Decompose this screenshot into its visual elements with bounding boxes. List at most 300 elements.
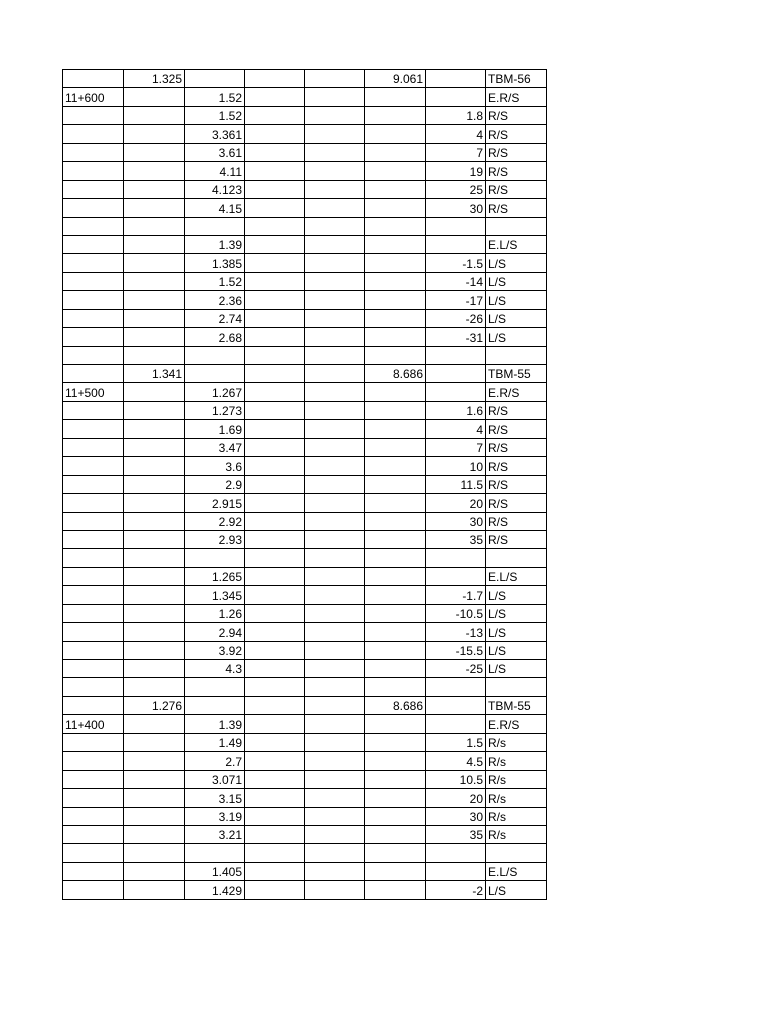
table-cell xyxy=(305,494,365,512)
table-cell xyxy=(124,143,185,161)
table-cell xyxy=(305,789,365,807)
table-cell xyxy=(245,549,305,567)
table-cell xyxy=(365,733,426,751)
table-cell xyxy=(426,383,486,401)
table-row xyxy=(63,328,547,346)
table-row xyxy=(63,438,547,456)
table-cell: TBM-55 xyxy=(486,696,547,714)
table-cell xyxy=(365,125,426,143)
table-cell xyxy=(365,401,426,419)
table-row xyxy=(63,420,547,438)
table-cell xyxy=(305,733,365,751)
table-cell: L/S xyxy=(486,881,547,899)
table-cell xyxy=(245,733,305,751)
table-cell xyxy=(245,180,305,198)
table-cell: 2.92 xyxy=(185,512,245,530)
table-cell: L/S xyxy=(486,604,547,622)
table-cell xyxy=(63,512,124,530)
table-cell: 10.5 xyxy=(426,770,486,788)
table-cell xyxy=(245,106,305,124)
table-cell xyxy=(426,678,486,696)
table-row xyxy=(63,143,547,161)
table-row xyxy=(63,844,547,862)
table-cell: -10.5 xyxy=(426,604,486,622)
table-cell: 20 xyxy=(426,494,486,512)
table-cell xyxy=(124,383,185,401)
table-cell xyxy=(63,365,124,383)
table-cell xyxy=(365,604,426,622)
table-cell xyxy=(124,272,185,290)
table-row xyxy=(63,309,547,327)
table-row xyxy=(63,125,547,143)
table-cell xyxy=(305,567,365,585)
table-cell xyxy=(245,70,305,88)
table-cell: 1.385 xyxy=(185,254,245,272)
table-cell xyxy=(63,438,124,456)
table-cell: -31 xyxy=(426,328,486,346)
table-cell xyxy=(124,180,185,198)
table-cell xyxy=(365,420,426,438)
table-cell xyxy=(245,752,305,770)
table-cell xyxy=(124,807,185,825)
table-cell xyxy=(245,604,305,622)
table-cell xyxy=(245,309,305,327)
table-cell xyxy=(245,789,305,807)
table-cell: 3.6 xyxy=(185,457,245,475)
table-row xyxy=(63,457,547,475)
table-cell xyxy=(426,88,486,106)
table-cell xyxy=(305,457,365,475)
table-cell xyxy=(245,881,305,899)
table-cell xyxy=(365,162,426,180)
table-cell xyxy=(365,881,426,899)
table-cell xyxy=(426,862,486,880)
table-cell xyxy=(63,807,124,825)
table-cell xyxy=(124,733,185,751)
table-cell xyxy=(245,143,305,161)
table-row xyxy=(63,365,547,383)
table-cell xyxy=(245,530,305,548)
table-cell xyxy=(124,678,185,696)
table-cell xyxy=(365,235,426,253)
table-row xyxy=(63,88,547,106)
table-cell xyxy=(365,623,426,641)
table-cell xyxy=(245,844,305,862)
table-cell: 3.071 xyxy=(185,770,245,788)
table-row xyxy=(63,549,547,567)
table-cell xyxy=(365,199,426,217)
table-row xyxy=(63,383,547,401)
table-cell: R/S xyxy=(486,475,547,493)
table-cell: TBM-56 xyxy=(486,70,547,88)
table-cell xyxy=(63,678,124,696)
table-cell: 3.47 xyxy=(185,438,245,456)
table-row xyxy=(63,346,547,364)
table-cell xyxy=(426,696,486,714)
table-cell xyxy=(63,825,124,843)
table-cell xyxy=(245,475,305,493)
table-cell xyxy=(365,494,426,512)
table-cell xyxy=(63,475,124,493)
table-cell: L/S xyxy=(486,254,547,272)
table-cell: L/S xyxy=(486,660,547,678)
table-row xyxy=(63,106,547,124)
table-cell: L/S xyxy=(486,272,547,290)
table-cell xyxy=(63,235,124,253)
table-cell: 4.123 xyxy=(185,180,245,198)
table-cell xyxy=(63,586,124,604)
table-cell xyxy=(63,328,124,346)
table-cell xyxy=(486,844,547,862)
table-cell xyxy=(63,125,124,143)
table-cell xyxy=(365,346,426,364)
table-cell xyxy=(124,549,185,567)
table-cell: -25 xyxy=(426,660,486,678)
table-cell xyxy=(305,715,365,733)
table-cell xyxy=(365,641,426,659)
table-cell: L/S xyxy=(486,309,547,327)
table-row xyxy=(63,862,547,880)
table-cell: R/S xyxy=(486,438,547,456)
table-cell: R/s xyxy=(486,770,547,788)
table-cell xyxy=(124,494,185,512)
table-cell: 35 xyxy=(426,825,486,843)
table-cell xyxy=(245,420,305,438)
table-cell xyxy=(63,733,124,751)
table-cell xyxy=(185,678,245,696)
table-cell xyxy=(185,844,245,862)
table-cell xyxy=(486,678,547,696)
table-cell: 7 xyxy=(426,143,486,161)
table-cell: 1.6 xyxy=(426,401,486,419)
table-cell xyxy=(63,567,124,585)
table-cell xyxy=(63,770,124,788)
table-cell xyxy=(365,770,426,788)
table-cell xyxy=(124,623,185,641)
table-cell xyxy=(124,567,185,585)
table-cell xyxy=(63,199,124,217)
table-cell: 1.52 xyxy=(185,88,245,106)
table-cell xyxy=(124,789,185,807)
table-cell: 4 xyxy=(426,420,486,438)
table-cell xyxy=(245,678,305,696)
table-cell xyxy=(124,641,185,659)
table-row xyxy=(63,881,547,899)
table-cell: 8.686 xyxy=(365,696,426,714)
table-cell xyxy=(305,346,365,364)
table-row xyxy=(63,272,547,290)
table-cell xyxy=(245,586,305,604)
table-cell xyxy=(245,862,305,880)
table-cell xyxy=(245,235,305,253)
table-cell: L/S xyxy=(486,641,547,659)
table-cell xyxy=(63,217,124,235)
table-cell xyxy=(365,530,426,548)
table-cell xyxy=(245,807,305,825)
table-cell xyxy=(305,254,365,272)
table-cell xyxy=(63,401,124,419)
table-cell xyxy=(305,217,365,235)
table-cell xyxy=(365,328,426,346)
table-cell xyxy=(124,254,185,272)
table-cell: 2.93 xyxy=(185,530,245,548)
table-cell xyxy=(365,715,426,733)
table-cell xyxy=(245,346,305,364)
table-cell xyxy=(63,530,124,548)
table-cell xyxy=(124,660,185,678)
table-cell xyxy=(365,549,426,567)
table-row xyxy=(63,475,547,493)
table-cell xyxy=(124,438,185,456)
table-cell xyxy=(365,457,426,475)
table-cell: 11+400 xyxy=(63,715,124,733)
table-cell xyxy=(63,696,124,714)
table-cell xyxy=(305,88,365,106)
table-cell xyxy=(63,881,124,899)
table-cell xyxy=(305,586,365,604)
table-row xyxy=(63,789,547,807)
table-cell xyxy=(365,438,426,456)
table-cell: 9.061 xyxy=(365,70,426,88)
table-cell xyxy=(124,162,185,180)
table-cell: 4.11 xyxy=(185,162,245,180)
table-cell xyxy=(63,162,124,180)
table-cell xyxy=(426,715,486,733)
table-row xyxy=(63,199,547,217)
table-cell xyxy=(245,715,305,733)
table-row xyxy=(63,494,547,512)
table-cell xyxy=(63,604,124,622)
table-cell xyxy=(124,586,185,604)
table-cell: R/s xyxy=(486,733,547,751)
table-row xyxy=(63,567,547,585)
table-cell: E.L/S xyxy=(486,235,547,253)
table-cell xyxy=(365,789,426,807)
table-cell xyxy=(124,106,185,124)
table-cell xyxy=(365,512,426,530)
table-cell xyxy=(426,235,486,253)
table-cell: 1.5 xyxy=(426,733,486,751)
table-cell: R/S xyxy=(486,180,547,198)
table-cell xyxy=(245,254,305,272)
table-cell: L/S xyxy=(486,623,547,641)
table-cell xyxy=(63,180,124,198)
table-cell: 2.7 xyxy=(185,752,245,770)
table-cell: 2.915 xyxy=(185,494,245,512)
table-cell: TBM-55 xyxy=(486,365,547,383)
table-cell: 2.36 xyxy=(185,291,245,309)
table-cell: 3.61 xyxy=(185,143,245,161)
table-cell xyxy=(305,604,365,622)
table-cell xyxy=(63,254,124,272)
table-cell: 30 xyxy=(426,512,486,530)
table-row xyxy=(63,254,547,272)
table-cell xyxy=(305,844,365,862)
table-cell xyxy=(124,309,185,327)
table-cell xyxy=(124,401,185,419)
table-cell xyxy=(305,881,365,899)
table-cell xyxy=(365,825,426,843)
table-cell xyxy=(305,660,365,678)
table-cell: R/s xyxy=(486,789,547,807)
table-cell xyxy=(245,328,305,346)
table-cell: -14 xyxy=(426,272,486,290)
level-book-table-body xyxy=(63,70,547,900)
table-cell xyxy=(365,862,426,880)
table-cell: 3.92 xyxy=(185,641,245,659)
table-row xyxy=(63,70,547,88)
table-cell xyxy=(365,309,426,327)
table-cell: R/s xyxy=(486,807,547,825)
table-cell: E.R/S xyxy=(486,715,547,733)
table-cell: -13 xyxy=(426,623,486,641)
table-cell xyxy=(63,641,124,659)
table-cell xyxy=(365,475,426,493)
table-cell: 2.9 xyxy=(185,475,245,493)
table-cell xyxy=(426,346,486,364)
table-row xyxy=(63,401,547,419)
table-cell xyxy=(185,549,245,567)
table-cell xyxy=(245,438,305,456)
table-cell xyxy=(124,125,185,143)
table-cell xyxy=(63,660,124,678)
table-cell xyxy=(365,88,426,106)
table-cell xyxy=(426,70,486,88)
table-cell: 1.39 xyxy=(185,715,245,733)
table-row xyxy=(63,807,547,825)
table-cell: 30 xyxy=(426,199,486,217)
table-cell xyxy=(305,623,365,641)
table-cell xyxy=(486,217,547,235)
table-cell xyxy=(426,365,486,383)
table-cell xyxy=(124,881,185,899)
table-cell xyxy=(63,346,124,364)
table-cell: 1.325 xyxy=(124,70,185,88)
table-cell xyxy=(245,512,305,530)
table-cell: R/S xyxy=(486,530,547,548)
table-cell xyxy=(365,752,426,770)
table-cell xyxy=(185,365,245,383)
table-cell: 10 xyxy=(426,457,486,475)
table-cell xyxy=(305,530,365,548)
table-cell: 1.52 xyxy=(185,106,245,124)
table-cell xyxy=(365,272,426,290)
table-cell xyxy=(426,844,486,862)
table-row xyxy=(63,235,547,253)
table-cell xyxy=(305,291,365,309)
table-cell xyxy=(365,180,426,198)
table-cell xyxy=(124,825,185,843)
table-cell: 11.5 xyxy=(426,475,486,493)
table-cell xyxy=(185,217,245,235)
table-cell xyxy=(426,567,486,585)
table-cell xyxy=(185,346,245,364)
table-cell xyxy=(305,770,365,788)
table-cell xyxy=(426,549,486,567)
table-cell xyxy=(63,494,124,512)
table-cell xyxy=(245,825,305,843)
table-cell xyxy=(305,512,365,530)
table-cell: 1.267 xyxy=(185,383,245,401)
table-cell xyxy=(124,770,185,788)
table-cell xyxy=(245,641,305,659)
table-cell: R/S xyxy=(486,457,547,475)
table-cell xyxy=(305,678,365,696)
table-cell xyxy=(245,567,305,585)
table-cell: 1.52 xyxy=(185,272,245,290)
table-cell: 4.15 xyxy=(185,199,245,217)
table-cell xyxy=(124,512,185,530)
table-cell xyxy=(365,678,426,696)
table-cell xyxy=(124,862,185,880)
table-cell xyxy=(305,438,365,456)
table-cell: 1.49 xyxy=(185,733,245,751)
table-cell: L/S xyxy=(486,291,547,309)
table-cell: 1.273 xyxy=(185,401,245,419)
table-cell: R/S xyxy=(486,199,547,217)
table-cell xyxy=(365,586,426,604)
table-cell xyxy=(63,420,124,438)
table-cell xyxy=(124,475,185,493)
table-cell xyxy=(245,494,305,512)
table-cell: 1.405 xyxy=(185,862,245,880)
table-cell xyxy=(305,383,365,401)
table-cell xyxy=(63,457,124,475)
table-cell xyxy=(245,623,305,641)
table-cell xyxy=(245,88,305,106)
table-cell xyxy=(124,604,185,622)
table-cell xyxy=(305,162,365,180)
table-cell: R/S xyxy=(486,420,547,438)
table-cell xyxy=(124,88,185,106)
table-cell: -17 xyxy=(426,291,486,309)
table-cell xyxy=(365,660,426,678)
table-row xyxy=(63,678,547,696)
table-cell: L/S xyxy=(486,586,547,604)
table-cell: R/S xyxy=(486,494,547,512)
table-cell: 1.429 xyxy=(185,881,245,899)
table-cell xyxy=(63,309,124,327)
table-row xyxy=(63,512,547,530)
table-cell xyxy=(245,162,305,180)
table-cell xyxy=(305,199,365,217)
table-cell: R/s xyxy=(486,825,547,843)
table-cell xyxy=(245,770,305,788)
table-cell xyxy=(305,309,365,327)
table-cell: 4.3 xyxy=(185,660,245,678)
table-row xyxy=(63,586,547,604)
table-cell: 1.265 xyxy=(185,567,245,585)
table-cell xyxy=(305,475,365,493)
table-cell xyxy=(305,365,365,383)
table-cell: 11+600 xyxy=(63,88,124,106)
table-cell xyxy=(245,365,305,383)
table-cell: 30 xyxy=(426,807,486,825)
table-cell: E.R/S xyxy=(486,88,547,106)
table-cell xyxy=(63,291,124,309)
table-cell xyxy=(486,346,547,364)
table-cell: 3.361 xyxy=(185,125,245,143)
table-cell xyxy=(305,143,365,161)
table-cell xyxy=(63,272,124,290)
table-cell xyxy=(305,862,365,880)
table-cell xyxy=(305,106,365,124)
table-cell xyxy=(63,549,124,567)
table-cell xyxy=(305,549,365,567)
table-cell xyxy=(245,217,305,235)
table-cell xyxy=(124,844,185,862)
table-row xyxy=(63,604,547,622)
